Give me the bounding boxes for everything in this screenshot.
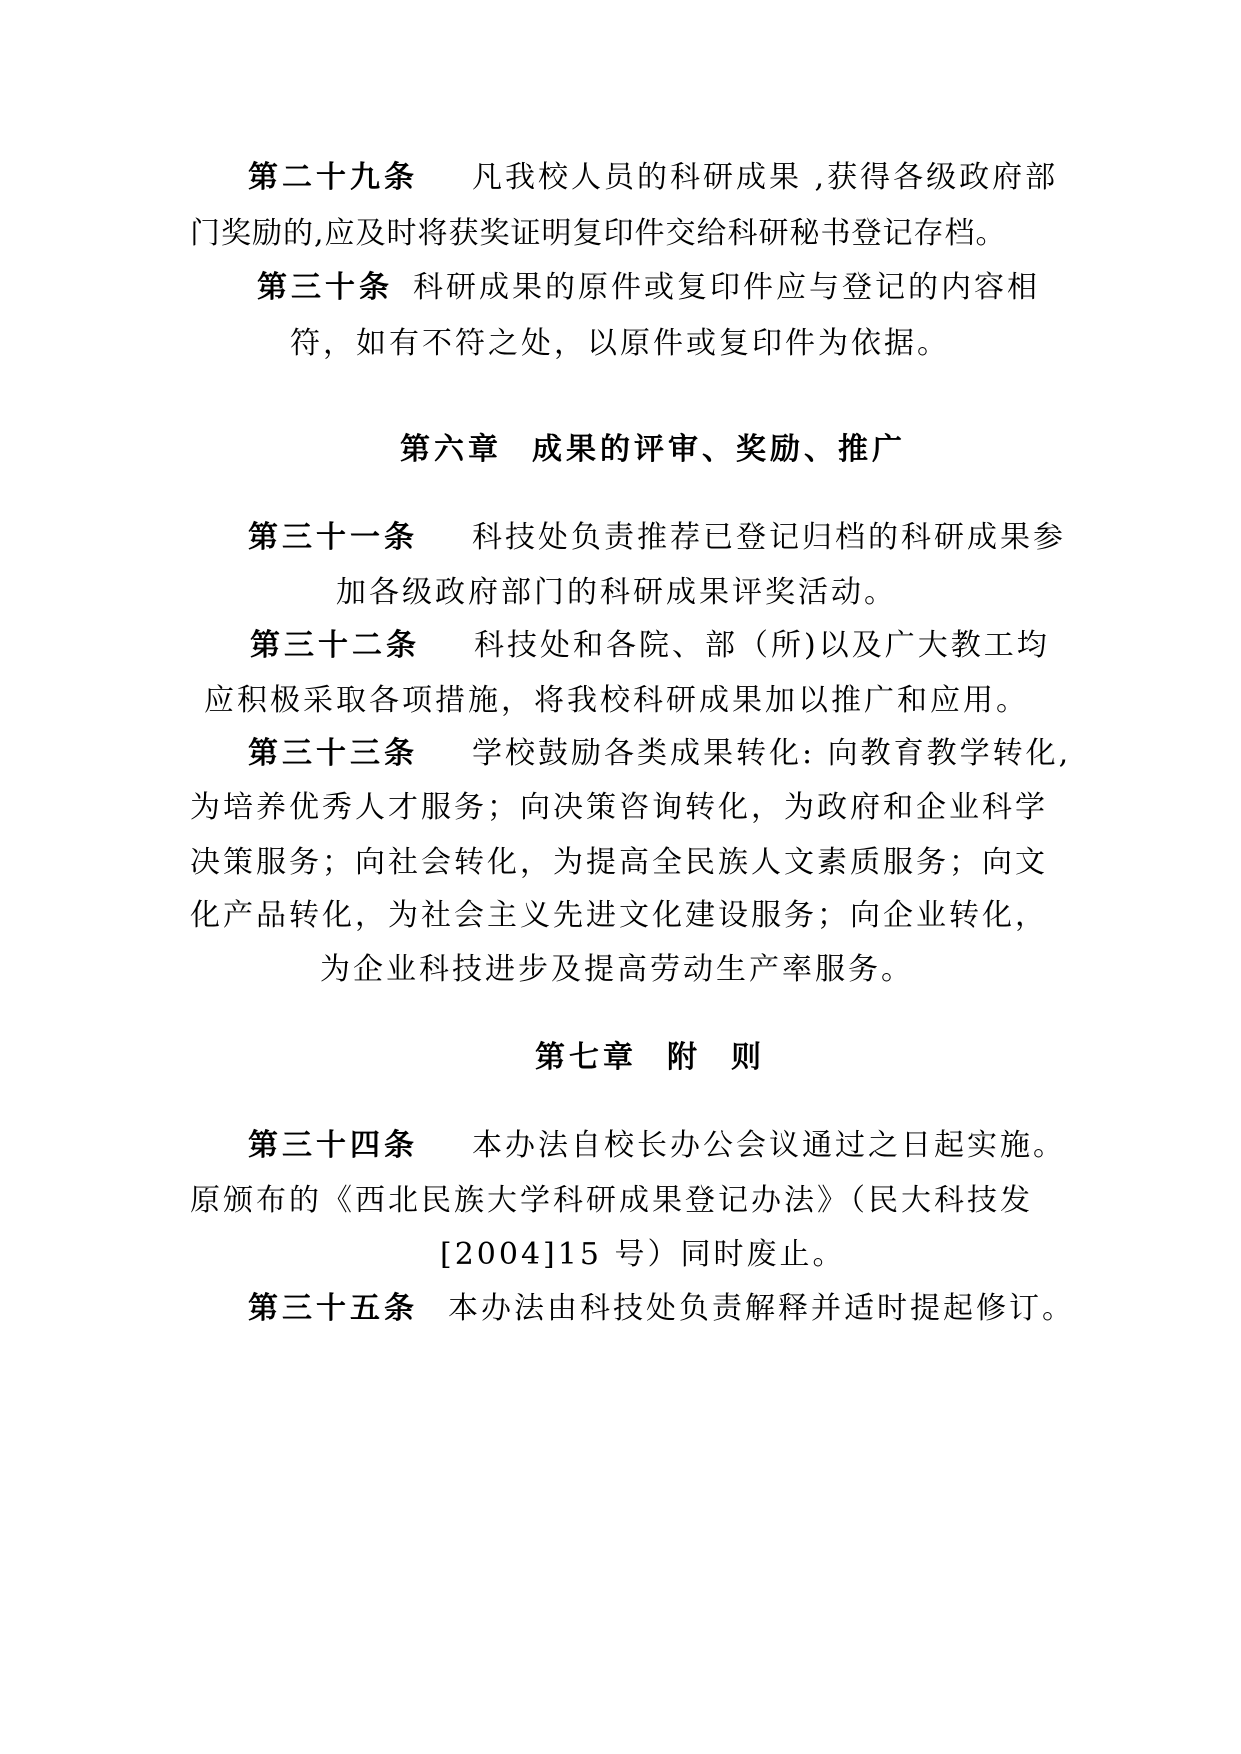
article-34-text-3: [2004]15 号）同时废止。 bbox=[440, 1237, 846, 1272]
article-34-text-1: 本办法自校长办公会议通过之日起实施。 bbox=[472, 1128, 1066, 1163]
article-35-label: 第三十五条 bbox=[248, 1291, 418, 1326]
article-29-line-2 bbox=[190, 216, 1007, 252]
article-33-label: 第三十三条 bbox=[248, 736, 418, 771]
article-31-label: 第三十一条 bbox=[248, 520, 418, 555]
article-30-text-1: 科研成果的原件或复印件应与登记的内容相 bbox=[413, 270, 1040, 305]
article-30-text-2: 符，如有不符之处，以原件或复印件为依据。 bbox=[290, 326, 950, 361]
chapter-6-title: 成果的评审、奖励、推广 bbox=[532, 432, 906, 467]
article-31-line-1 bbox=[248, 520, 1066, 556]
article-34-line-1 bbox=[248, 1128, 1066, 1164]
article-32-line-1 bbox=[250, 628, 1050, 664]
article-34-line-3 bbox=[440, 1237, 845, 1273]
article-32-text-2: 应积极采取各项措施，将我校科研成果加以推广和应用。 bbox=[204, 683, 1029, 718]
article-33-line-2 bbox=[190, 790, 1048, 826]
chapter-6-heading bbox=[400, 432, 906, 468]
article-33-line-1 bbox=[248, 736, 1071, 772]
article-33-text-4: 化产品转化，为社会主义先进文化建设服务；向企业转化， bbox=[190, 898, 1048, 933]
article-34-line-2 bbox=[190, 1183, 1033, 1219]
article-33-line-5 bbox=[320, 952, 914, 988]
article-33-line-4 bbox=[190, 898, 1048, 934]
article-31-line-2 bbox=[336, 575, 897, 611]
chapter-6-number: 第六章 bbox=[400, 432, 502, 467]
article-31-text-1: 科技处负责推荐已登记归档的科研成果参 bbox=[472, 520, 1066, 555]
article-30-line-1 bbox=[257, 270, 1040, 306]
article-33-text-3: 决策服务；向社会转化，为提高全民族人文素质服务；向文 bbox=[190, 845, 1048, 880]
article-35-line-1 bbox=[248, 1291, 1075, 1327]
article-33-text-2: 为培养优秀人才服务；向决策咨询转化，为政府和企业科学 bbox=[190, 790, 1048, 825]
article-32-line-2 bbox=[204, 683, 1029, 719]
chapter-7-heading bbox=[535, 1040, 765, 1076]
article-31-text-2: 加各级政府部门的科研成果评奖活动。 bbox=[336, 575, 897, 610]
article-35-text-1: 本办法由科技处负责解释并适时提起修订。 bbox=[448, 1291, 1075, 1326]
chapter-7-title-part-2: 则 bbox=[731, 1040, 765, 1075]
chapter-7-number: 第七章 bbox=[535, 1040, 637, 1075]
article-29-text-1: 凡我校人员的科研成果 ,获得各级政府部 bbox=[472, 160, 1059, 195]
article-33-text-1: 学校鼓励各类成果转化: 向教育教学转化, bbox=[472, 736, 1072, 771]
article-29-line-1 bbox=[248, 160, 1058, 196]
article-34-text-2: 原颁布的《西北民族大学科研成果登记办法》（民大科技发 bbox=[190, 1183, 1033, 1218]
article-33-text-5: 为企业科技进步及提高劳动生产率服务。 bbox=[320, 952, 914, 987]
article-29-text-2: 门奖励的,应及时将获奖证明复印件交给科研秘书登记存档。 bbox=[190, 216, 1007, 251]
article-30-label: 第三十条 bbox=[257, 270, 393, 305]
article-30-line-2 bbox=[290, 326, 950, 362]
article-34-label: 第三十四条 bbox=[248, 1128, 418, 1163]
article-33-line-3 bbox=[190, 845, 1048, 881]
article-32-label: 第三十二条 bbox=[250, 628, 420, 663]
chapter-7-title-part-1: 附 bbox=[667, 1040, 701, 1075]
article-32-text-1: 科技处和各院、部（所)以及广大教工均 bbox=[474, 628, 1050, 663]
article-29-label: 第二十九条 bbox=[248, 160, 418, 195]
